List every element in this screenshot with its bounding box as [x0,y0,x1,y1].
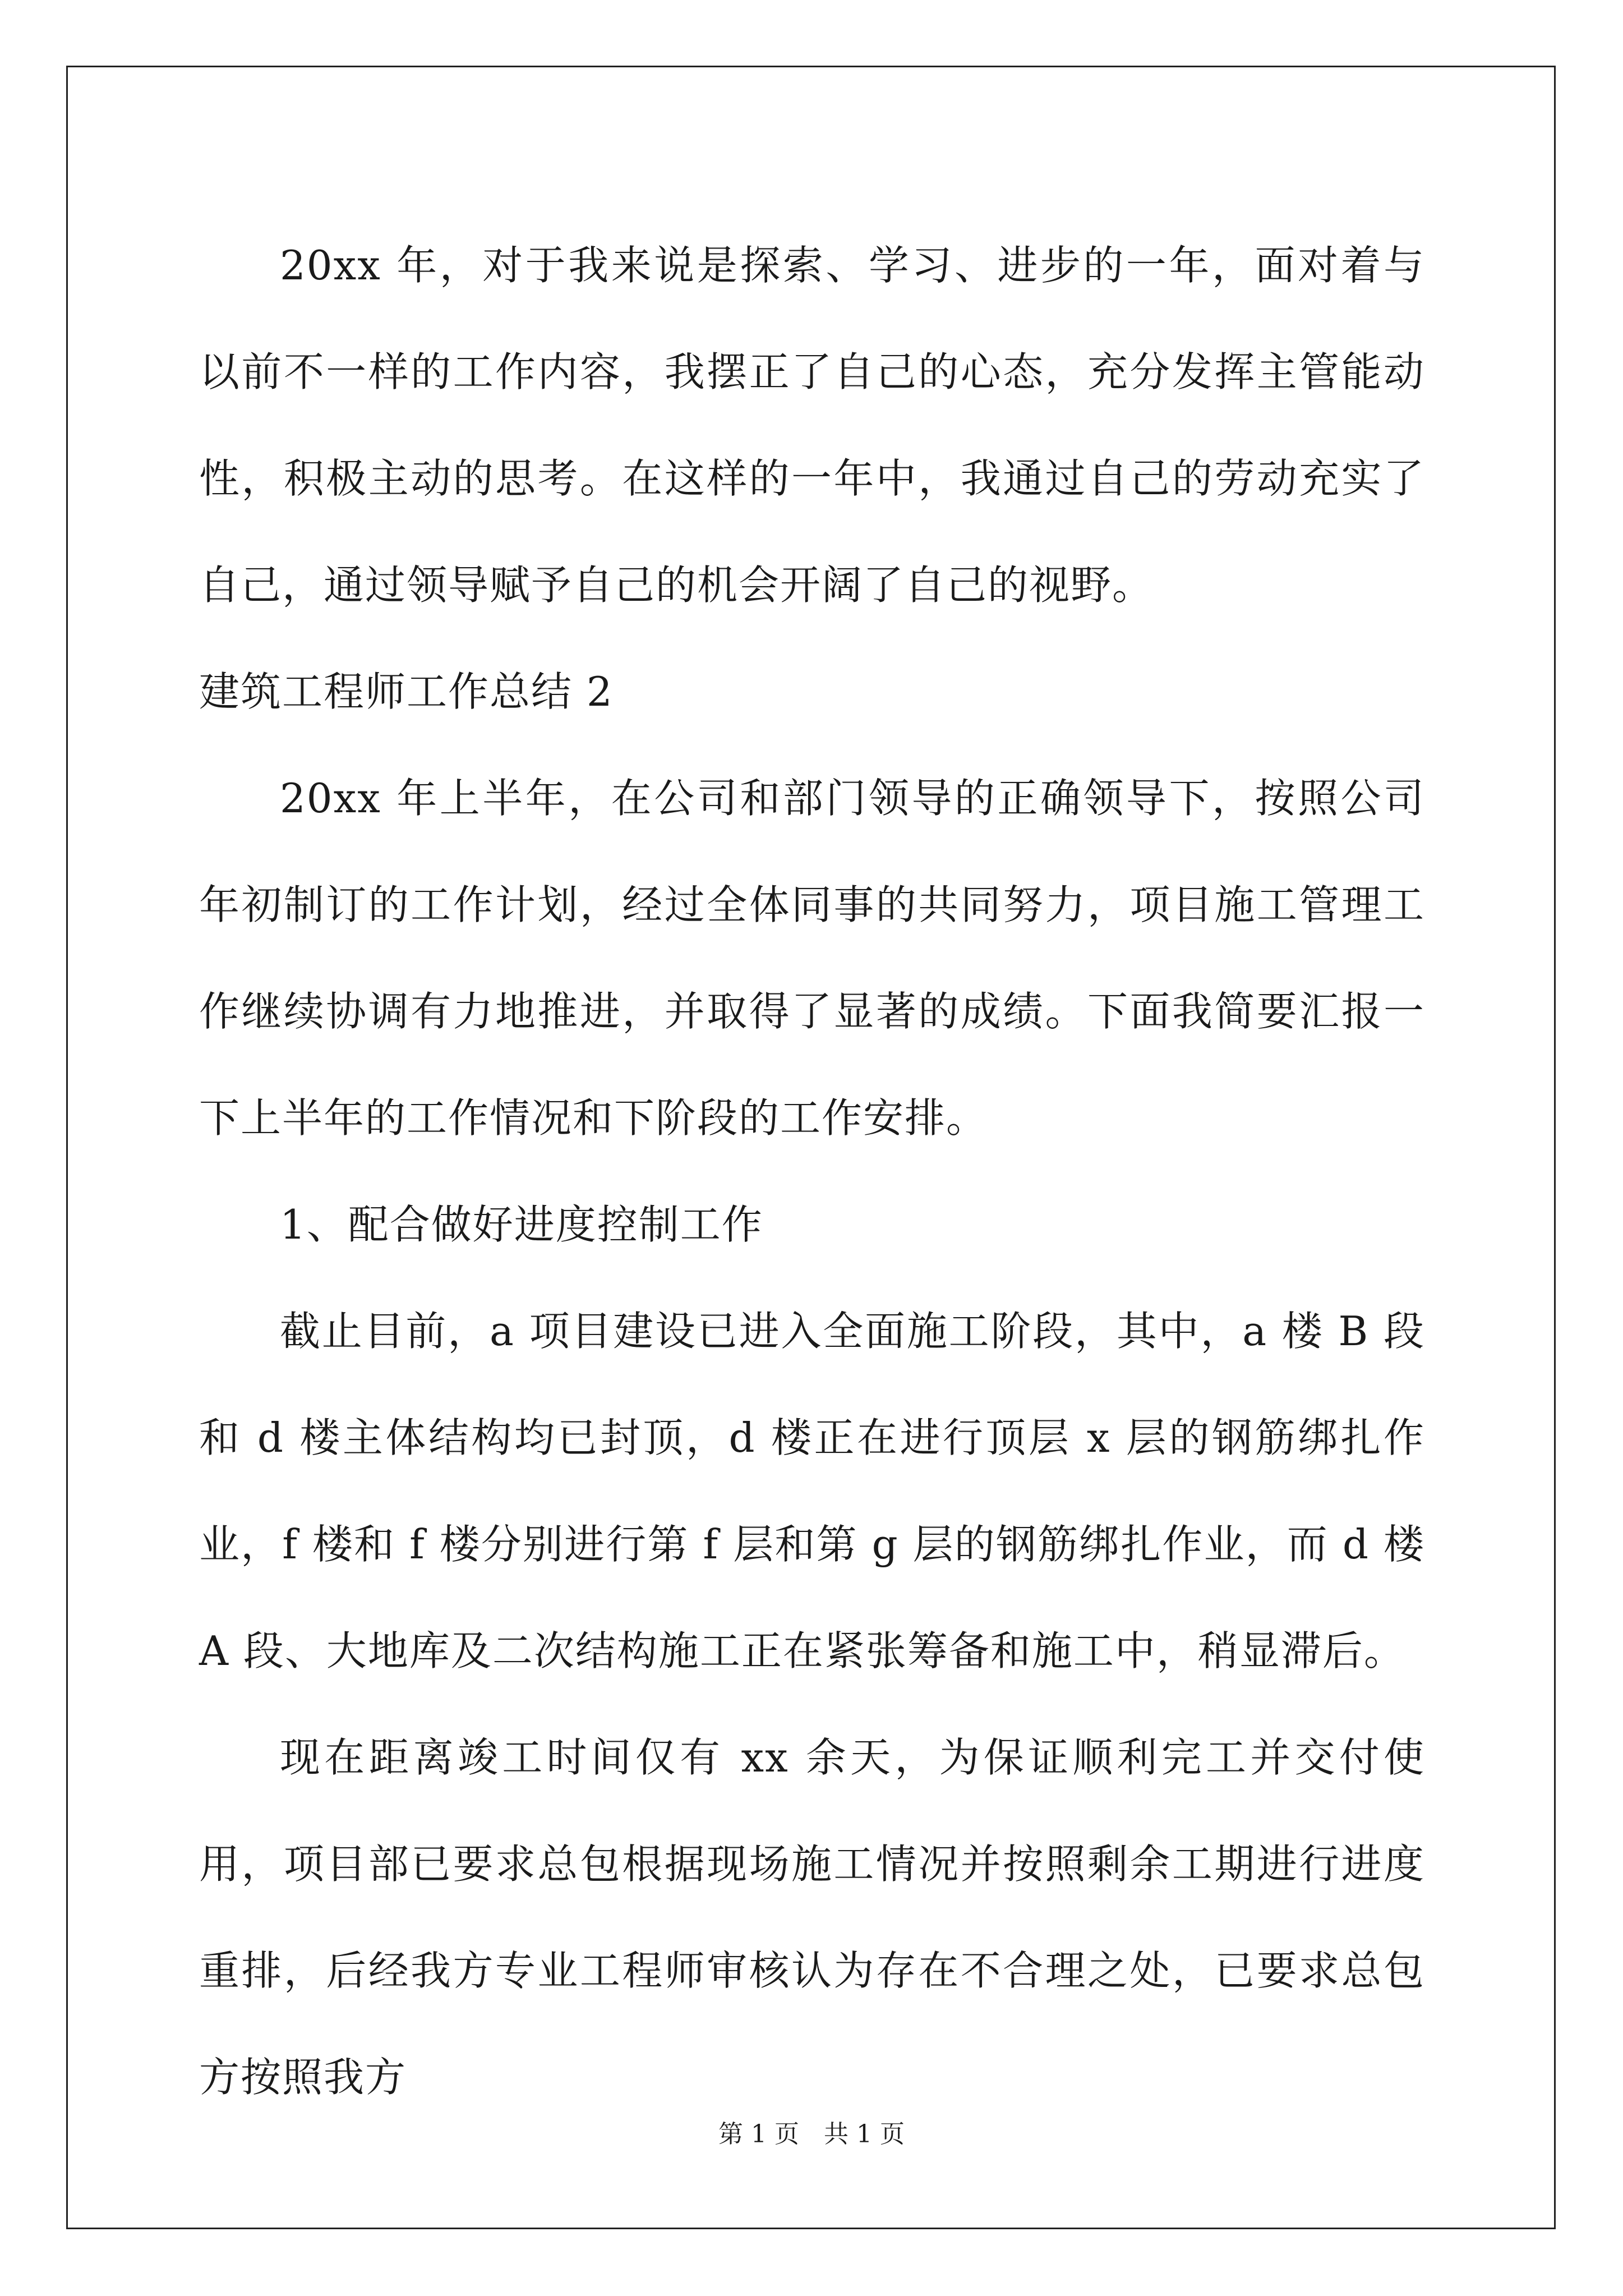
document-body [199,212,1425,2131]
section-heading: 建筑工程师工作总结 2 [199,668,614,715]
page-footer: 第 1 页 共 1 页 [718,2120,905,2148]
paragraph-subheading: 1、配合做好进度控制工作 [280,1201,763,1248]
paragraph-schedule: 现在距离竣工时间仅有 xx 余天，为保证顺利完工并交付使用，项目部已要求总包根据现场施工情况并按照剩余工期进行进度重排，后经我方专业工程师审核认为存在不合理之处，已要求总包方按照我方 [199,1734,1425,2101]
paragraph-summary: 20xx 年上半年，在公司和部门领导的正确领导下，按照公司年初制订的工作计划，经过全体同事的共同努力，项目施工管理工作继续协调有力地推进，并取得了显著的成绩。下面我简要汇报一下上半年的工作情况和下阶段的工作安排。 [199,775,1425,1142]
paragraph-intro: 20xx 年，对于我来说是探索、学习、进步的一年，面对着与以前不一样的工作内容，我摆正了自己的心态，充分发挥主管能动性，积极主动的思考。在这样的一年中，我通过自己的劳动充实了自己，通过领导赋予自己的机会开阔了自己的视野。 [199,242,1425,609]
paragraph-progress: 截止目前，a 项目建设已进入全面施工阶段，其中，a 楼 B 段和 d 楼主体结构均已封顶，d 楼正在进行顶层 x 层的钢筋绑扎作业，f 楼和 f 楼分别进行第 f 层和第 g 层的钢筋绑扎作业，而 d 楼 A 段、大地库及二次结构施工正在紧张筹备和施工中，稍显滞后。 [199,1308,1425,1674]
